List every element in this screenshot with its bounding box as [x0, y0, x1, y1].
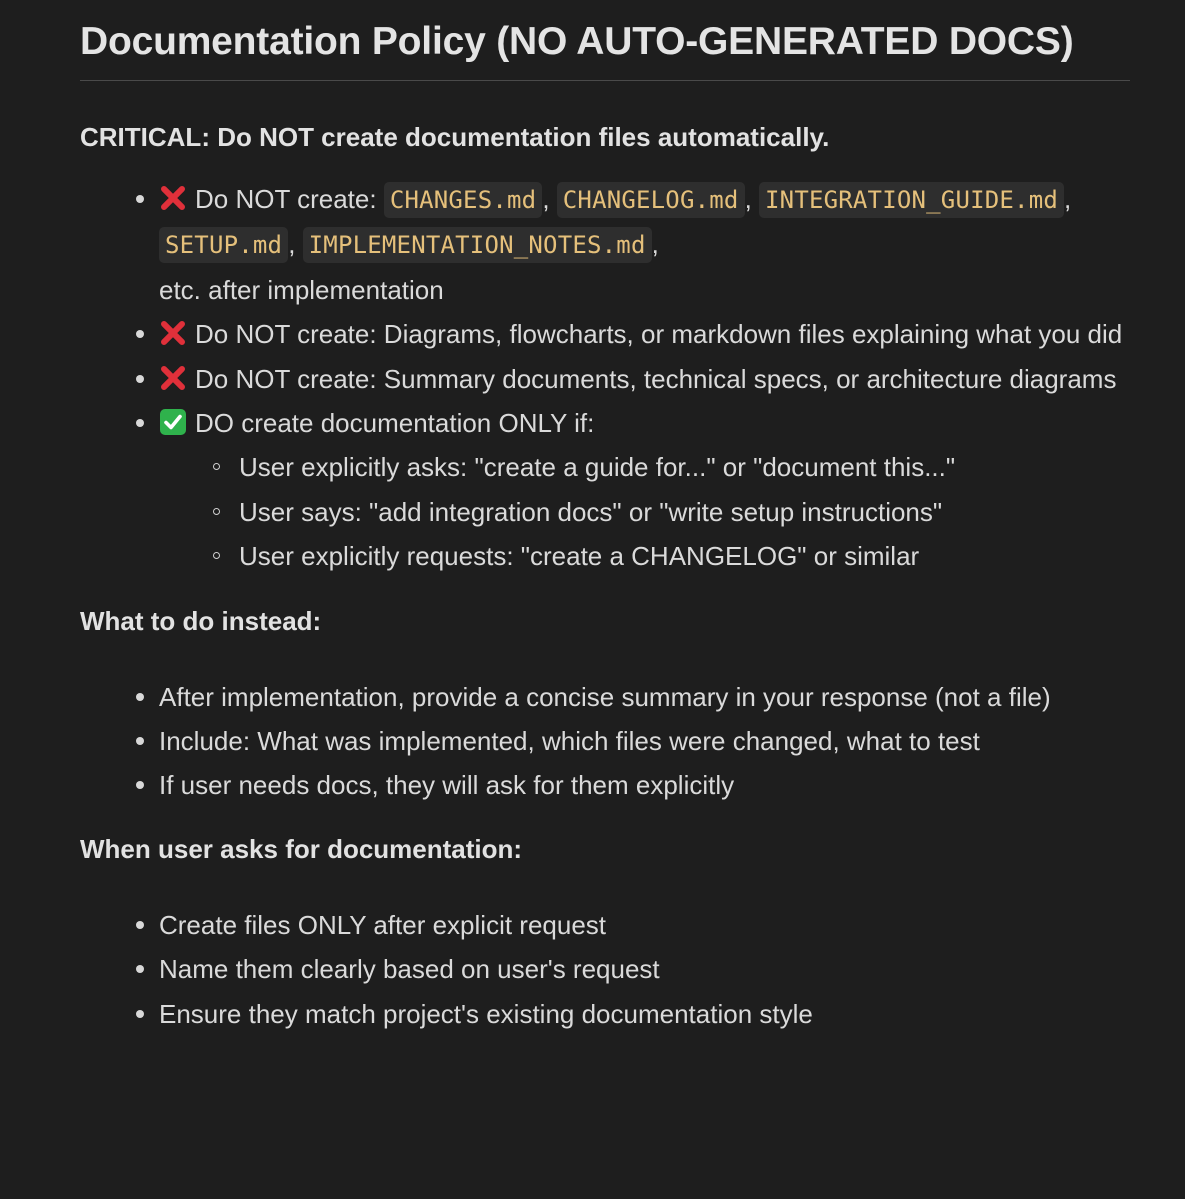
cross-mark-icon — [159, 184, 187, 212]
rules-list — [80, 177, 1130, 579]
cross-mark-icon — [159, 364, 187, 392]
list-item: Ensure they match project's existing documentation style — [80, 992, 1130, 1036]
title-divider — [80, 80, 1130, 81]
list-item — [80, 312, 1130, 356]
list-item: Include: What was implemented, which files were changed, what to test — [80, 719, 1130, 763]
filename-code: CHANGES.md — [384, 182, 543, 218]
separator: , — [1064, 184, 1072, 214]
rule-prefix: Do NOT create: — [195, 184, 384, 214]
list-item — [80, 401, 1130, 579]
when-list — [80, 903, 1130, 1036]
separator: , — [542, 184, 557, 214]
separator: , — [744, 184, 760, 214]
conditions-list — [159, 445, 1130, 578]
instead-list — [80, 675, 1130, 808]
rule-suffix: etc. after implementation — [159, 274, 444, 305]
list-item — [80, 177, 1130, 312]
list-item: After implementation, provide a concise summary in your response (not a file) — [80, 675, 1130, 719]
cross-mark-icon — [159, 319, 187, 347]
list-item: Name them clearly based on user's request — [80, 947, 1130, 991]
rule-text: DO create documentation ONLY if: — [195, 408, 595, 439]
filename-code: SETUP.md — [159, 227, 288, 263]
list-item: If user needs docs, they will ask for them explicitly — [80, 763, 1130, 807]
check-mark-icon — [159, 408, 187, 436]
filename-code: IMPLEMENTATION_NOTES.md — [303, 227, 652, 263]
section-heading-instead: What to do instead: — [80, 605, 322, 636]
list-item: User explicitly asks: "create a guide for..." or "document this..." — [159, 445, 1130, 489]
critical-statement: CRITICAL: Do NOT create documentation files automatically. — [80, 122, 830, 152]
rule-text: Do NOT create: Diagrams, flowcharts, or markdown files explaining what you did — [195, 319, 1123, 350]
filename-code: INTEGRATION_GUIDE.md — [759, 182, 1064, 218]
separator: , — [651, 229, 659, 260]
list-item: Create files ONLY after explicit request — [80, 903, 1130, 947]
separator: , — [288, 229, 303, 260]
rule-text: Do NOT create: Summary documents, technical specs, or architecture diagrams — [195, 363, 1117, 394]
list-item: User says: "add integration docs" or "write setup instructions" — [159, 490, 1130, 534]
list-item — [80, 357, 1130, 401]
section-heading-when: When user asks for documentation: — [80, 833, 523, 864]
list-item: User explicitly requests: "create a CHANGELOG" or similar — [159, 534, 1130, 578]
filename-code: CHANGELOG.md — [557, 182, 745, 218]
page-title: Documentation Policy (NO AUTO-GENERATED DOCS) — [80, 20, 1074, 63]
